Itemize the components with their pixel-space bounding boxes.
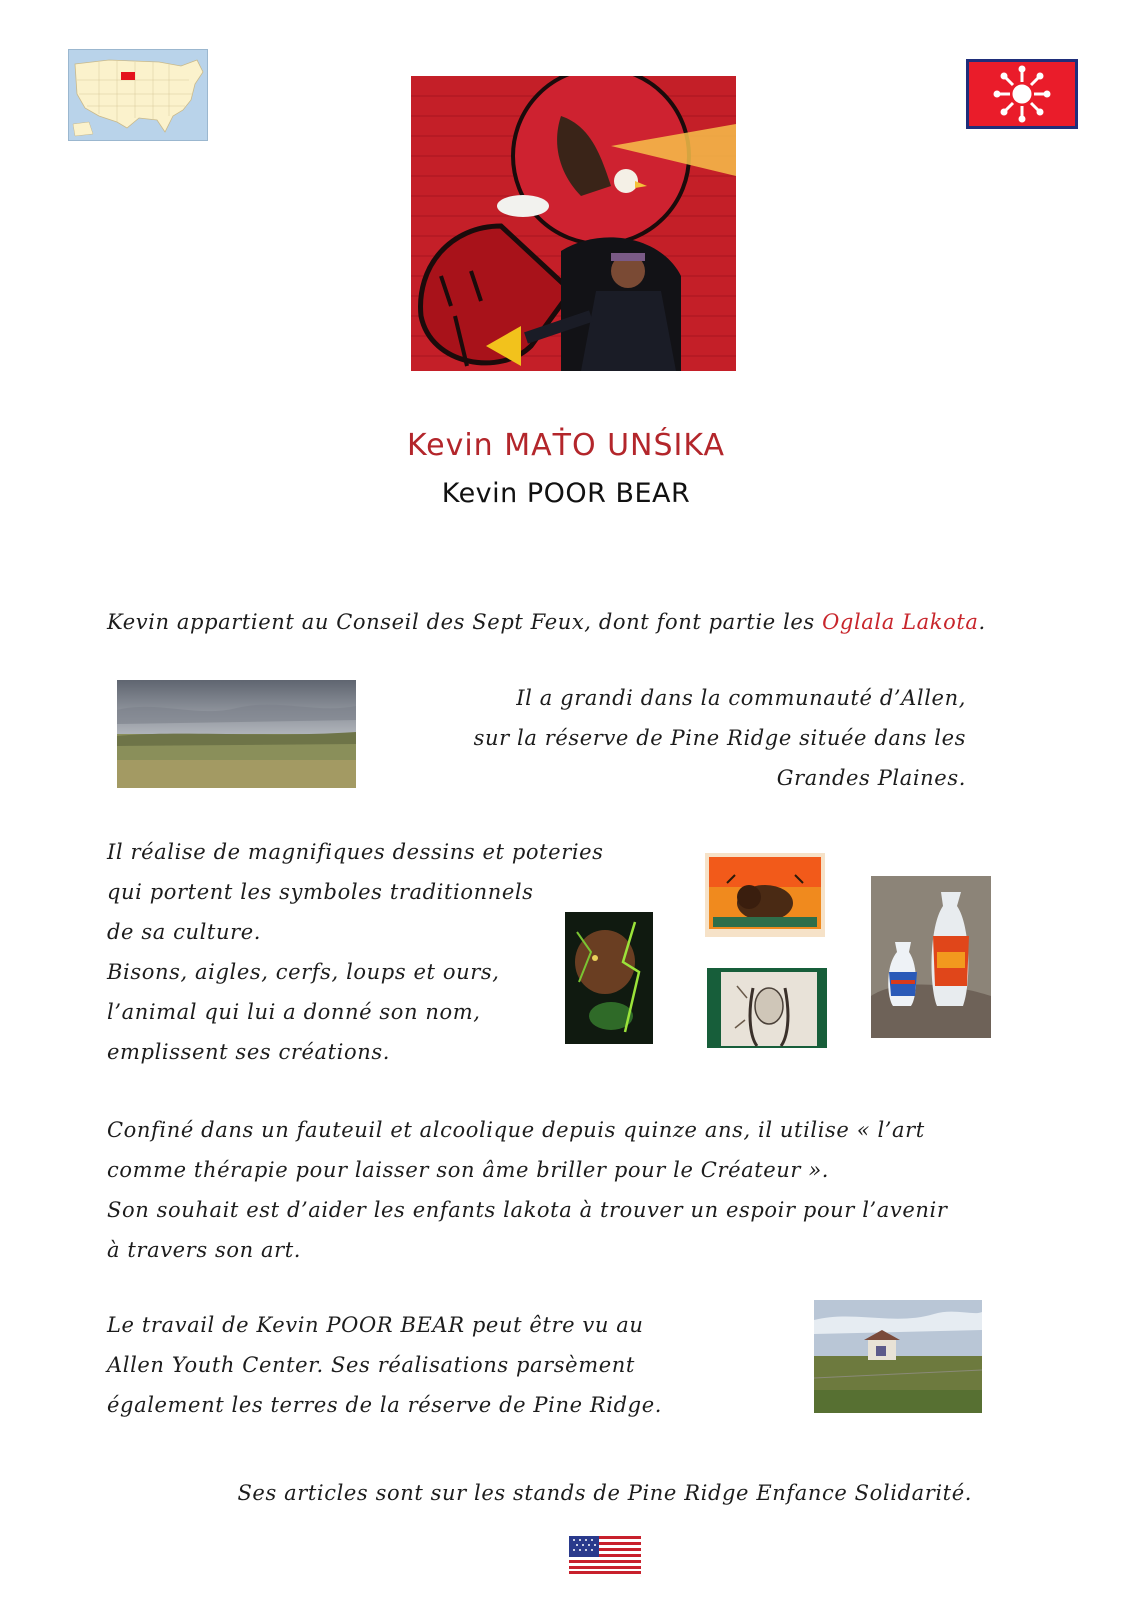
name-lakota: Kevin MAṪO UNŚIKA xyxy=(406,428,726,463)
name-english: Kevin POOR BEAR xyxy=(441,478,691,509)
paragraph-therapy xyxy=(107,1110,1007,1270)
paragraph-stands: Ses articles sont sur les stands de Pine Ridge Enfance Solidarité. xyxy=(237,1481,972,1505)
text-line: de sa culture. xyxy=(107,920,262,944)
text-line: sur la réserve de Pine Ridge située dans les xyxy=(473,726,966,750)
text-line: comme thérapie pour laisser son âme briller pour le Créateur ». xyxy=(107,1158,830,1182)
text-line: l’animal qui lui a donné son nom, xyxy=(107,1000,481,1024)
oglala-lakota-highlight: Oglala Lakota xyxy=(822,610,979,634)
text-line: Bisons, aigles, cerfs, loups et ours, xyxy=(107,960,500,984)
text-line: emplissent ses créations. xyxy=(107,1040,391,1064)
text-line: Il a grandi dans la communauté d’Allen, xyxy=(516,686,966,710)
text-line: Son souhait est d’aider les enfants lakota à trouver un espoir pour l’avenir xyxy=(107,1198,948,1222)
usa-map-icon xyxy=(68,49,208,141)
text-line: Il réalise de magnifiques dessins et poteries xyxy=(107,840,604,864)
paragraph-council xyxy=(107,602,1067,642)
council-text-end: . xyxy=(978,610,986,634)
bison-painting-photo xyxy=(705,853,825,937)
text-line: qui portent les symboles traditionnels xyxy=(107,880,534,904)
prairie-photo xyxy=(117,680,356,788)
council-text: Kevin appartient au Conseil des Sept Feux, dont font partie les xyxy=(107,610,823,634)
lakota-flag-icon xyxy=(966,59,1078,129)
text-line: Le travail de Kevin POOR BEAR peut être vu au xyxy=(107,1313,644,1337)
portrait-drawing-photo xyxy=(707,968,827,1048)
text-line: Grandes Plaines. xyxy=(776,766,966,790)
text-line: également les terres de la réserve de Pine Ridge. xyxy=(107,1393,663,1417)
mural-photo xyxy=(411,76,736,371)
usa-flag-icon xyxy=(569,1536,641,1574)
paragraph-allen xyxy=(440,678,966,798)
text-line: à travers son art. xyxy=(107,1238,302,1262)
youth-center-photo xyxy=(814,1300,982,1413)
bear-drawing-photo xyxy=(565,912,653,1044)
text-line: Allen Youth Center. Ses réalisations parsèment xyxy=(107,1353,635,1377)
text-line: Confiné dans un fauteuil et alcoolique depuis quinze ans, il utilise « l’art xyxy=(107,1118,925,1142)
paragraph-youth-center xyxy=(107,1305,727,1425)
pottery-vases-photo xyxy=(871,876,991,1038)
